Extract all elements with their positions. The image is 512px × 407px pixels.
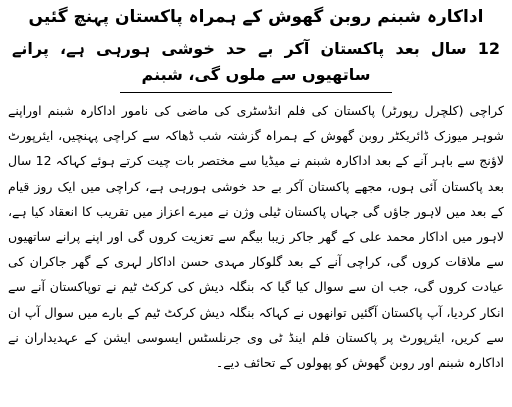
subheadline: 12 سال بعد پاکستان آکر بے حد خوشی ہورہی ہے، پرانے ساتھیوں سے ملوں گی، شبنم [12,39,500,84]
headline: اداکارہ شبنم روبن گھوش کے ہمراہ پاکستان پہنچ گئیں [28,7,484,27]
article-body [8,98,504,375]
divider [120,92,392,93]
article-paragraph: کراچی (کلچرل رپورٹر) پاکستان کی فلم انڈسٹری کی ماضی کی نامور اداکارہ شبنم اوراپنے شوہر میوزک ڈائریکٹر روبن گھوش کے ہمراہ گزشتہ شب ڈھاکہ سے کراچی پہنچیں، ایئرپورٹ لاؤنج سے باہر آنے کے بعد اداکارہ شبنم نے میڈیا سے مختصر بات چیت کرتے ہوئے کہاکہ 12 سال بعد پاکستان آئی ہوں، مجھے پاکستان آکر بے حد خوشی ہورہی ہے، کراچی میں ایک روز قیام کے بعد میں لاہور جاؤں گی جہاں پاکستان ٹیلی وژن نے میرے اعزاز میں تقریب کا انعقاد کیا ہے، لاہور میں اداکار محمد علی کے گھر جاکر زیبا بیگم سے تعزیت کروں گی اور اپنے پرانے ساتھیوں سے ملاقات کروں گی، کراچی آنے کے بعد گلوکار مہدی حسن اداکار لہری کے گھر جاکران کی عیادت کروں گی، جب ان سے سوال کیا گیا کہ بنگلہ دیش کی کرکٹ ٹیم نے توپاکستان آنے سے انکار کردیا، آپ پاکستان آگئیں توانھوں نے کہاکہ بنگلہ دیش کرکٹ ٹیم کے بارے میں سوال آپ ان سے کریں، ایئرپورٹ پر پاکستان فلم اینڈ ٹی وی جرنلسٹس ایسوسی ایشن کے عہدیداران نے اداکارہ شبنم اور روبن گھوش کو پھولوں کے تحائف دیے۔ [8,103,504,371]
